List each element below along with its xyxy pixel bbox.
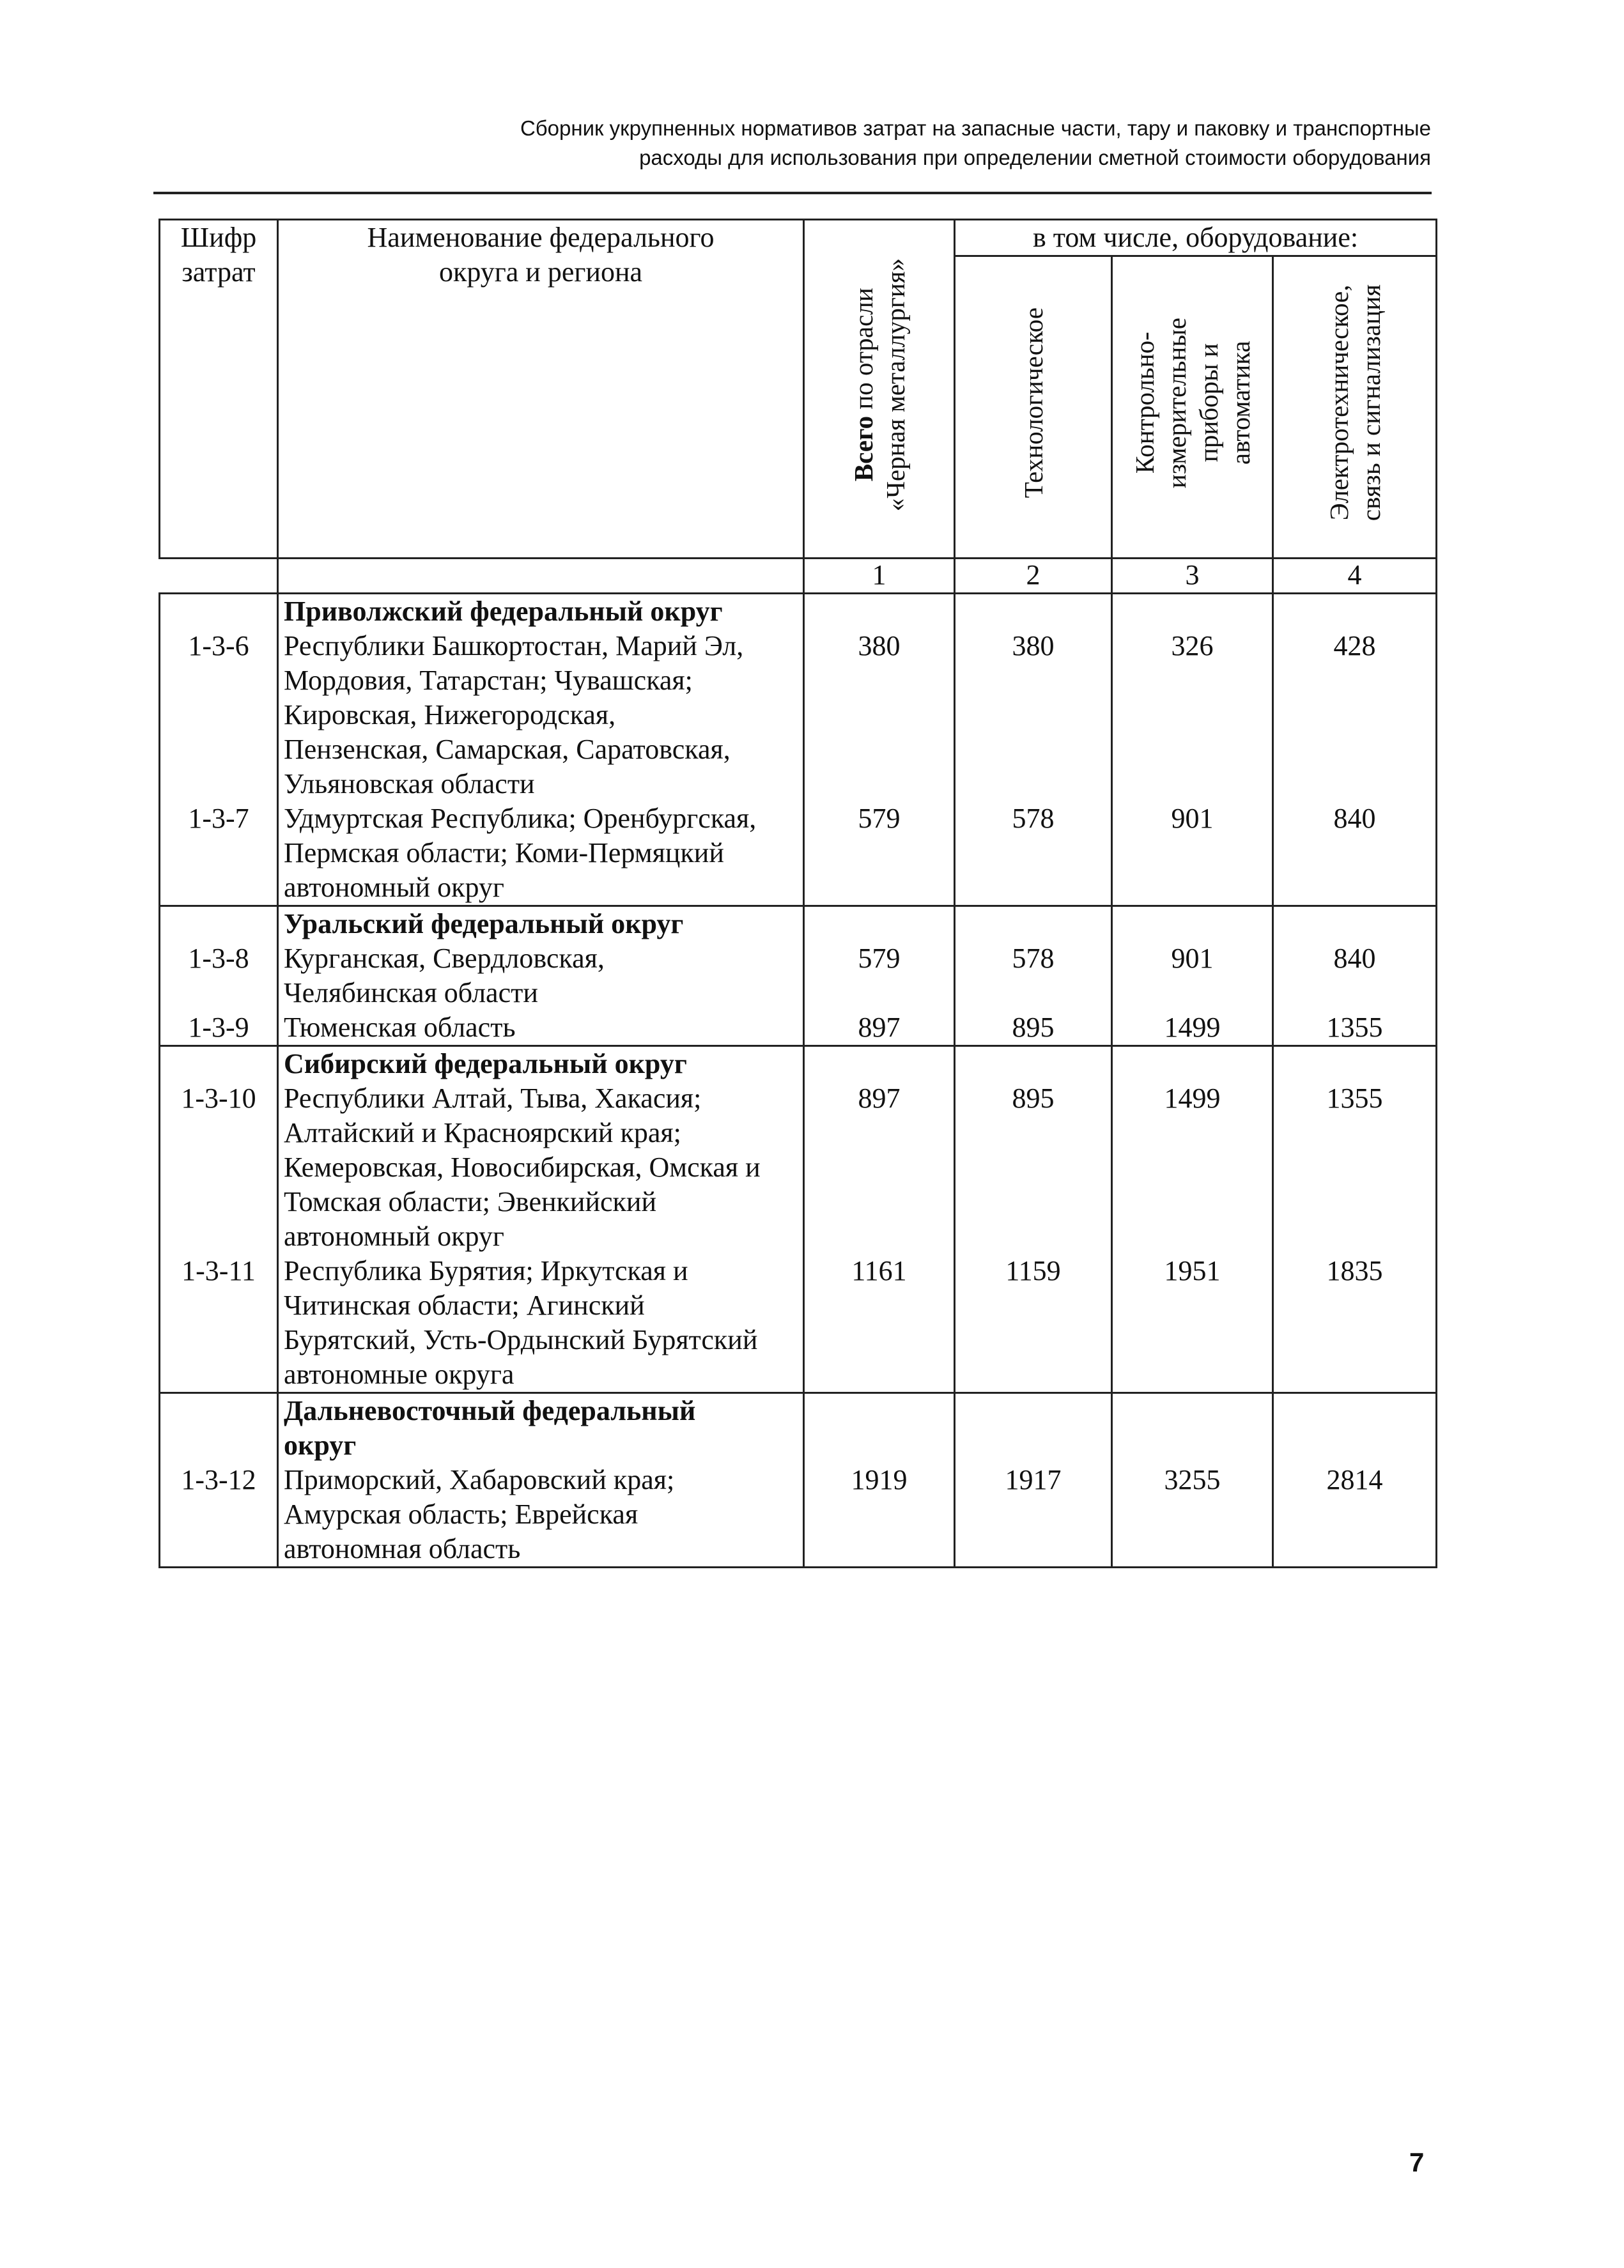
value: 897 (858, 1083, 901, 1114)
value: 895 (1012, 1083, 1055, 1114)
cost-code: 1-3-11 (182, 1255, 256, 1286)
col-code-header: Шифр затрат (160, 220, 278, 559)
region-name-line: Кировская, Нижегородская, (284, 699, 616, 730)
district-block (160, 1393, 1437, 1568)
value: 1499 (1164, 1083, 1221, 1114)
cost-code: 1-3-10 (181, 1083, 256, 1114)
region-name-line: Кемеровская, Новосибирская, Омская и (284, 1152, 761, 1183)
region-name-line: Амурская область; Еврейская (284, 1499, 638, 1530)
value: 840 (1333, 803, 1376, 834)
value: 901 (1171, 943, 1214, 974)
region-name-cell (278, 1046, 804, 1393)
document-header (520, 114, 1431, 173)
cost-norms-table (159, 219, 1437, 1568)
cost-code: 1-3-8 (188, 943, 249, 974)
region-name-line: Бурятский, Усть-Ордынский Бурятский (284, 1324, 758, 1355)
district-block (160, 1046, 1437, 1393)
region-name-line: Челябинская области (284, 977, 538, 1008)
value: 2814 (1326, 1464, 1383, 1495)
value: 1355 (1326, 1083, 1383, 1114)
value-cell-col-2 (955, 1393, 1112, 1568)
value: 897 (858, 1012, 901, 1043)
value-cell-col-3 (1112, 906, 1273, 1046)
region-name-line: автономные округа (284, 1359, 514, 1390)
col-number-4: 4 (1273, 559, 1437, 594)
col-electrical-header: Электротехническое, связь и сигнализация (1273, 256, 1437, 559)
value-cell-col-3 (1112, 1046, 1273, 1393)
value-cell-col-2 (955, 1046, 1112, 1393)
region-name-line: Республика Бурятия; Иркутская и (284, 1255, 688, 1286)
value: 326 (1171, 630, 1214, 661)
value: 1355 (1326, 1012, 1383, 1043)
code-cell (160, 1046, 278, 1393)
col-number-2: 2 (955, 559, 1112, 594)
value-cell-col-1 (804, 594, 955, 906)
region-name-line: автономный округ (284, 1221, 504, 1252)
region-name-line: Томская области; Эвенкийский (284, 1186, 656, 1217)
code-cell (160, 594, 278, 906)
cost-code: 1-3-12 (181, 1464, 256, 1495)
value: 1835 (1326, 1255, 1383, 1286)
value: 578 (1012, 803, 1055, 834)
value: 579 (858, 803, 901, 834)
district-title: Дальневосточный федеральный (284, 1395, 696, 1426)
header-rule (153, 192, 1432, 194)
header-line-2: расходы для использования при определении сметной стоимости оборудования (639, 146, 1431, 169)
region-name-cell (278, 1393, 804, 1568)
value: 1951 (1164, 1255, 1221, 1286)
col-number-1: 1 (804, 559, 955, 594)
region-name-line: Тюменская область (284, 1012, 516, 1043)
group-header: в том числе, оборудование: (955, 220, 1437, 256)
cost-code: 1-3-9 (188, 1012, 249, 1043)
region-name-cell (278, 906, 804, 1046)
column-numbers-row (160, 559, 1437, 594)
value-cell-col-2 (955, 594, 1112, 906)
value: 895 (1012, 1012, 1055, 1043)
value: 3255 (1164, 1464, 1221, 1495)
region-name-line: Алтайский и Красноярский края; (284, 1117, 681, 1148)
value: 380 (858, 630, 901, 661)
district-title: Сибирский федеральный округ (284, 1048, 687, 1079)
code-cell (160, 906, 278, 1046)
region-name-line: Курганская, Свердловская, (284, 943, 605, 974)
value: 579 (858, 943, 901, 974)
col-number-3: 3 (1112, 559, 1273, 594)
region-name-line: Читинская области; Агинский (284, 1290, 645, 1321)
value: 1499 (1164, 1012, 1221, 1043)
value: 901 (1171, 803, 1214, 834)
region-name-line: Ульяновская области (284, 768, 535, 799)
value-cell-col-4 (1273, 906, 1437, 1046)
region-name-line: автономная область (284, 1533, 521, 1564)
region-name-line: Удмуртская Республика; Оренбургская, (284, 803, 757, 834)
value-cell-col-1 (804, 906, 955, 1046)
value-cell-col-4 (1273, 1046, 1437, 1393)
cost-code: 1-3-6 (188, 630, 249, 661)
col-total-header: Всего по отрасли «Черная металлургия» (804, 220, 955, 559)
region-name-line: Пермская области; Коми-Пермяцкий (284, 837, 724, 868)
value-cell-col-1 (804, 1393, 955, 1568)
value: 428 (1333, 630, 1376, 661)
value-cell-col-4 (1273, 594, 1437, 906)
col-instruments-header: Контрольно- измерительные приборы и автоматика (1112, 256, 1273, 559)
value-cell-col-3 (1112, 594, 1273, 906)
value-cell-col-3 (1112, 1393, 1273, 1568)
code-cell (160, 1393, 278, 1568)
value: 1919 (851, 1464, 908, 1495)
region-name-line: Мордовия, Татарстан; Чувашская; (284, 665, 693, 696)
district-block (160, 906, 1437, 1046)
district-title: Уральский федеральный округ (284, 908, 684, 939)
district-title: Приволжский федеральный округ (284, 596, 723, 627)
region-name-line: автономный округ (284, 872, 504, 903)
region-name-line: Республики Алтай, Тыва, Хакасия; (284, 1083, 702, 1114)
value: 1917 (1005, 1464, 1062, 1495)
header-row-1 (160, 220, 1437, 256)
district-title: округ (284, 1430, 357, 1461)
cost-code: 1-3-7 (188, 803, 249, 834)
value: 840 (1333, 943, 1376, 974)
value: 1161 (851, 1255, 907, 1286)
value-cell-col-4 (1273, 1393, 1437, 1568)
value: 578 (1012, 943, 1055, 974)
header-line-1: Сборник укрупненных нормативов затрат на запасные части, тару и паковку и транспортные (520, 116, 1431, 140)
page-number: 7 (1409, 2147, 1425, 2177)
region-name-line: Республики Башкортостан, Марий Эл, (284, 630, 744, 661)
district-block (160, 594, 1437, 906)
col-name-header: Наименование федерального округа и региона (278, 220, 804, 559)
col-technological-header: Технологическое (955, 256, 1112, 559)
region-name-line: Пензенская, Самарская, Саратовская, (284, 734, 731, 765)
value: 1159 (1005, 1255, 1061, 1286)
region-name-line: Приморский, Хабаровский края; (284, 1464, 675, 1495)
value-cell-col-1 (804, 1046, 955, 1393)
region-name-cell (278, 594, 804, 906)
value: 380 (1012, 630, 1055, 661)
value-cell-col-2 (955, 906, 1112, 1046)
